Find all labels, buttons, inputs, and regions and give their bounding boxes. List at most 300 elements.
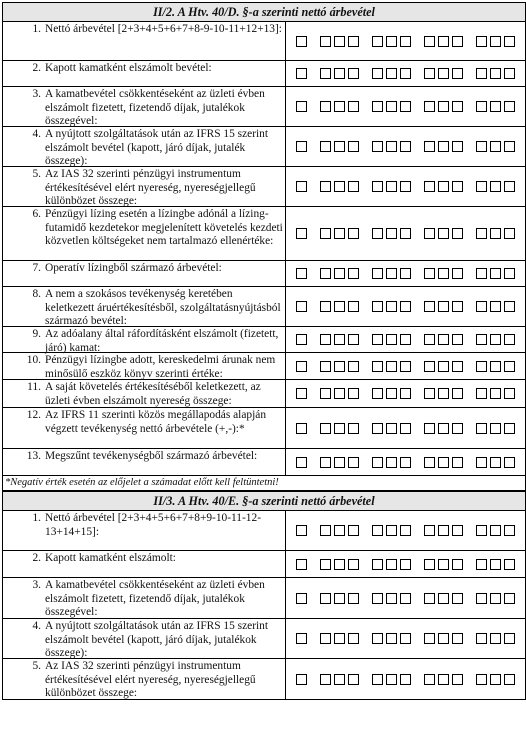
digit-box[interactable] xyxy=(400,301,411,312)
digit-group xyxy=(296,361,307,372)
digit-box[interactable] xyxy=(386,334,397,345)
digit-box[interactable] xyxy=(348,101,359,112)
digit-box[interactable] xyxy=(320,68,331,79)
digit-box[interactable] xyxy=(386,101,397,112)
digit-box[interactable] xyxy=(476,36,487,47)
digit-box[interactable] xyxy=(438,181,449,192)
digit-box[interactable] xyxy=(490,334,501,345)
digit-box[interactable] xyxy=(320,36,331,47)
digit-box[interactable] xyxy=(424,457,435,468)
digit-box[interactable] xyxy=(348,525,359,536)
digit-box[interactable] xyxy=(320,334,331,345)
digit-box[interactable] xyxy=(372,101,383,112)
digit-box[interactable] xyxy=(490,361,501,372)
digit-group xyxy=(296,388,307,399)
digit-box[interactable] xyxy=(476,181,487,192)
digit-box[interactable] xyxy=(348,301,359,312)
amount-field[interactable] xyxy=(286,619,525,658)
amount-field[interactable] xyxy=(286,127,525,166)
digit-box[interactable] xyxy=(452,593,463,604)
digit-box[interactable] xyxy=(504,268,515,279)
digit-group xyxy=(372,101,411,112)
digit-box[interactable] xyxy=(438,36,449,47)
digit-group xyxy=(320,525,359,536)
digit-group xyxy=(424,674,463,685)
digit-box[interactable] xyxy=(424,633,435,644)
row-description xyxy=(3,408,286,448)
digit-box[interactable] xyxy=(320,457,331,468)
digit-group xyxy=(476,181,515,192)
digit-box[interactable] xyxy=(504,141,515,152)
digit-group xyxy=(320,423,359,434)
digit-box[interactable] xyxy=(504,633,515,644)
digit-box[interactable] xyxy=(386,68,397,79)
digit-box[interactable] xyxy=(504,457,515,468)
digit-box[interactable] xyxy=(424,301,435,312)
digit-box[interactable] xyxy=(504,674,515,685)
digit-box[interactable] xyxy=(372,674,383,685)
row-label: Nettó árbevétel [2+3+4+5+6+7+8-9-10-11+12+13]: xyxy=(45,23,282,35)
digit-box[interactable] xyxy=(452,36,463,47)
digit-box[interactable] xyxy=(334,593,345,604)
digit-box[interactable] xyxy=(320,525,331,536)
digit-box[interactable] xyxy=(348,228,359,239)
digit-box[interactable] xyxy=(386,525,397,536)
digit-box[interactable] xyxy=(348,334,359,345)
digit-box[interactable] xyxy=(490,268,501,279)
digit-box[interactable] xyxy=(476,301,487,312)
digit-box[interactable] xyxy=(476,593,487,604)
digit-box[interactable] xyxy=(334,181,345,192)
digit-group xyxy=(424,301,463,312)
digit-box[interactable] xyxy=(320,228,331,239)
digit-box[interactable] xyxy=(400,361,411,372)
digit-box[interactable] xyxy=(320,301,331,312)
digit-box[interactable] xyxy=(452,334,463,345)
digit-box[interactable] xyxy=(504,36,515,47)
digit-box[interactable] xyxy=(504,593,515,604)
digit-box[interactable] xyxy=(504,361,515,372)
digit-box[interactable] xyxy=(348,361,359,372)
digit-box[interactable] xyxy=(372,181,383,192)
digit-box[interactable] xyxy=(372,36,383,47)
row-number: 4. xyxy=(32,620,41,632)
digit-box[interactable] xyxy=(504,388,515,399)
digit-box[interactable] xyxy=(400,525,411,536)
digit-box[interactable] xyxy=(334,141,345,152)
digit-group xyxy=(424,141,463,152)
amount-field[interactable] xyxy=(286,167,525,206)
digit-box[interactable] xyxy=(490,181,501,192)
row-description xyxy=(3,578,286,618)
digit-box[interactable] xyxy=(424,181,435,192)
row-description xyxy=(3,167,286,206)
digit-box[interactable] xyxy=(424,593,435,604)
digit-group xyxy=(424,101,463,112)
digit-group xyxy=(296,141,307,152)
digit-box[interactable] xyxy=(372,559,383,570)
digit-box[interactable] xyxy=(490,633,501,644)
digit-group xyxy=(320,301,359,312)
digit-box[interactable] xyxy=(372,423,383,434)
digit-box[interactable] xyxy=(452,68,463,79)
digit-box[interactable] xyxy=(504,301,515,312)
digit-box[interactable] xyxy=(386,674,397,685)
amount-field[interactable] xyxy=(286,578,525,618)
amount-field[interactable] xyxy=(286,449,525,475)
digit-box[interactable] xyxy=(320,268,331,279)
digit-box[interactable] xyxy=(400,674,411,685)
digit-box[interactable] xyxy=(386,141,397,152)
digit-box[interactable] xyxy=(334,228,345,239)
digit-box[interactable] xyxy=(296,36,307,47)
digit-box[interactable] xyxy=(452,388,463,399)
digit-box[interactable] xyxy=(296,268,307,279)
digit-box[interactable] xyxy=(504,559,515,570)
digit-box[interactable] xyxy=(296,525,307,536)
digit-box[interactable] xyxy=(400,141,411,152)
digit-group xyxy=(320,361,359,372)
digit-box[interactable] xyxy=(400,68,411,79)
digit-box[interactable] xyxy=(334,423,345,434)
digit-box[interactable] xyxy=(348,457,359,468)
digit-box[interactable] xyxy=(334,633,345,644)
digit-box[interactable] xyxy=(424,423,435,434)
digit-box[interactable] xyxy=(490,36,501,47)
digit-box[interactable] xyxy=(296,457,307,468)
row-number: 13. xyxy=(26,450,41,462)
amount-field[interactable] xyxy=(286,511,525,550)
digit-box[interactable] xyxy=(400,228,411,239)
digit-box[interactable] xyxy=(386,388,397,399)
digit-box[interactable] xyxy=(348,141,359,152)
digit-box[interactable] xyxy=(296,593,307,604)
digit-box[interactable] xyxy=(296,674,307,685)
digit-box[interactable] xyxy=(490,301,501,312)
digit-group xyxy=(476,361,515,372)
amount-field[interactable] xyxy=(286,61,525,86)
digit-box[interactable] xyxy=(334,525,345,536)
digit-box[interactable] xyxy=(504,525,515,536)
digit-box[interactable] xyxy=(320,593,331,604)
digit-box[interactable] xyxy=(424,525,435,536)
digit-box[interactable] xyxy=(504,68,515,79)
digit-box[interactable] xyxy=(504,423,515,434)
digit-box[interactable] xyxy=(334,36,345,47)
digit-box[interactable] xyxy=(372,68,383,79)
digit-box[interactable] xyxy=(372,361,383,372)
digit-box[interactable] xyxy=(452,559,463,570)
digit-box[interactable] xyxy=(400,457,411,468)
digit-box[interactable] xyxy=(400,334,411,345)
digit-box[interactable] xyxy=(490,674,501,685)
digit-group xyxy=(320,674,359,685)
digit-box[interactable] xyxy=(452,361,463,372)
digit-box[interactable] xyxy=(438,268,449,279)
digit-box[interactable] xyxy=(476,268,487,279)
digit-box[interactable] xyxy=(400,559,411,570)
digit-box[interactable] xyxy=(490,593,501,604)
digit-box[interactable] xyxy=(296,301,307,312)
digit-box[interactable] xyxy=(296,388,307,399)
row-label: A kamatbevétel csökkentéseként az üzleti évben elszámolt fizetett, fizetendő díjak, jutalékok összegével: xyxy=(45,579,265,619)
digit-group xyxy=(372,141,411,152)
form-row xyxy=(3,127,525,167)
digit-box[interactable] xyxy=(296,68,307,79)
digit-box[interactable] xyxy=(348,181,359,192)
digit-box[interactable] xyxy=(452,228,463,239)
digit-box[interactable] xyxy=(490,228,501,239)
digit-box[interactable] xyxy=(438,388,449,399)
digit-box[interactable] xyxy=(296,141,307,152)
digit-box[interactable] xyxy=(400,181,411,192)
digit-box[interactable] xyxy=(348,633,359,644)
digit-box[interactable] xyxy=(452,457,463,468)
digit-group xyxy=(424,68,463,79)
digit-box[interactable] xyxy=(386,181,397,192)
digit-box[interactable] xyxy=(320,633,331,644)
digit-box[interactable] xyxy=(372,268,383,279)
digit-box[interactable] xyxy=(386,559,397,570)
digit-box[interactable] xyxy=(386,633,397,644)
digit-box[interactable] xyxy=(320,141,331,152)
digit-box[interactable] xyxy=(320,559,331,570)
digit-group xyxy=(424,268,463,279)
row-label: Pénzügyi lízingbe adott, kereskedelmi árunak nem minősülő eszköz könyv szerinti értéke: xyxy=(45,354,276,380)
digit-box[interactable] xyxy=(372,301,383,312)
digit-box[interactable] xyxy=(490,457,501,468)
amount-field[interactable] xyxy=(286,380,525,407)
digit-box[interactable] xyxy=(372,457,383,468)
digit-box[interactable] xyxy=(348,36,359,47)
digit-box[interactable] xyxy=(438,559,449,570)
amount-field[interactable] xyxy=(286,408,525,448)
amount-field[interactable] xyxy=(286,551,525,577)
digit-box[interactable] xyxy=(296,361,307,372)
digit-box[interactable] xyxy=(452,181,463,192)
digit-box[interactable] xyxy=(504,334,515,345)
digit-box[interactable] xyxy=(438,633,449,644)
digit-box[interactable] xyxy=(438,101,449,112)
row-number: 1. xyxy=(32,512,41,524)
digit-box[interactable] xyxy=(476,334,487,345)
digit-box[interactable] xyxy=(386,423,397,434)
digit-box[interactable] xyxy=(296,101,307,112)
digit-box[interactable] xyxy=(438,361,449,372)
digit-box[interactable] xyxy=(372,141,383,152)
digit-box[interactable] xyxy=(452,141,463,152)
digit-box[interactable] xyxy=(386,457,397,468)
digit-box[interactable] xyxy=(424,36,435,47)
digit-box[interactable] xyxy=(476,388,487,399)
digit-box[interactable] xyxy=(296,181,307,192)
digit-box[interactable] xyxy=(438,334,449,345)
digit-box[interactable] xyxy=(424,388,435,399)
digit-box[interactable] xyxy=(452,101,463,112)
digit-box[interactable] xyxy=(296,633,307,644)
digit-box[interactable] xyxy=(334,674,345,685)
digit-box[interactable] xyxy=(386,36,397,47)
digit-box[interactable] xyxy=(452,674,463,685)
digit-box[interactable] xyxy=(504,228,515,239)
digit-box[interactable] xyxy=(438,457,449,468)
digit-box[interactable] xyxy=(348,559,359,570)
digit-group xyxy=(320,228,359,239)
digit-box[interactable] xyxy=(490,388,501,399)
digit-box[interactable] xyxy=(452,301,463,312)
digit-box[interactable] xyxy=(476,228,487,239)
digit-box[interactable] xyxy=(476,141,487,152)
digit-box[interactable] xyxy=(320,423,331,434)
digit-box[interactable] xyxy=(372,334,383,345)
digit-box[interactable] xyxy=(424,334,435,345)
digit-box[interactable] xyxy=(348,593,359,604)
digit-box[interactable] xyxy=(424,141,435,152)
digit-box[interactable] xyxy=(386,361,397,372)
digit-box[interactable] xyxy=(476,457,487,468)
digit-box[interactable] xyxy=(334,361,345,372)
digit-box[interactable] xyxy=(424,228,435,239)
digit-box[interactable] xyxy=(438,593,449,604)
amount-field[interactable] xyxy=(286,22,525,60)
amount-field[interactable] xyxy=(286,287,525,326)
digit-box[interactable] xyxy=(452,268,463,279)
digit-box[interactable] xyxy=(372,525,383,536)
digit-box[interactable] xyxy=(424,674,435,685)
digit-box[interactable] xyxy=(400,268,411,279)
row-description xyxy=(3,207,286,260)
row-description xyxy=(3,261,286,286)
digit-box[interactable] xyxy=(400,388,411,399)
digit-box[interactable] xyxy=(320,388,331,399)
digit-group xyxy=(476,268,515,279)
digit-box[interactable] xyxy=(490,525,501,536)
digit-box[interactable] xyxy=(504,181,515,192)
digit-box[interactable] xyxy=(400,593,411,604)
digit-box[interactable] xyxy=(490,68,501,79)
digit-box[interactable] xyxy=(476,525,487,536)
digit-box[interactable] xyxy=(476,101,487,112)
form-row xyxy=(3,511,525,551)
digit-box[interactable] xyxy=(438,674,449,685)
digit-box[interactable] xyxy=(438,228,449,239)
digit-box[interactable] xyxy=(438,423,449,434)
digit-box[interactable] xyxy=(348,674,359,685)
digit-group xyxy=(320,633,359,644)
digit-box[interactable] xyxy=(476,68,487,79)
form-row xyxy=(3,380,525,408)
digit-box[interactable] xyxy=(296,334,307,345)
digit-group xyxy=(372,361,411,372)
digit-box[interactable] xyxy=(490,101,501,112)
digit-box[interactable] xyxy=(400,423,411,434)
digit-box[interactable] xyxy=(320,101,331,112)
row-label: A saját követelés értékesítéséből keletkezett, az üzleti évben elszámolt nyereség összege: xyxy=(45,381,261,407)
digit-box[interactable] xyxy=(334,457,345,468)
digit-box[interactable] xyxy=(424,101,435,112)
digit-box[interactable] xyxy=(386,268,397,279)
digit-box[interactable] xyxy=(348,268,359,279)
amount-field[interactable] xyxy=(286,207,525,260)
digit-box[interactable] xyxy=(476,674,487,685)
digit-box[interactable] xyxy=(334,268,345,279)
digit-box[interactable] xyxy=(490,423,501,434)
digit-group xyxy=(372,268,411,279)
digit-box[interactable] xyxy=(504,101,515,112)
digit-box[interactable] xyxy=(348,388,359,399)
digit-box[interactable] xyxy=(424,361,435,372)
digit-box[interactable] xyxy=(438,301,449,312)
digit-box[interactable] xyxy=(386,301,397,312)
digit-box[interactable] xyxy=(334,559,345,570)
digit-box[interactable] xyxy=(296,423,307,434)
digit-group xyxy=(296,423,307,434)
digit-box[interactable] xyxy=(372,388,383,399)
digit-box[interactable] xyxy=(424,68,435,79)
digit-box[interactable] xyxy=(438,141,449,152)
digit-box[interactable] xyxy=(490,559,501,570)
digit-box[interactable] xyxy=(334,388,345,399)
digit-group xyxy=(476,228,515,239)
digit-box[interactable] xyxy=(334,334,345,345)
digit-box[interactable] xyxy=(452,525,463,536)
digit-box[interactable] xyxy=(372,228,383,239)
amount-field[interactable] xyxy=(286,659,525,699)
digit-group xyxy=(320,388,359,399)
digit-box[interactable] xyxy=(476,633,487,644)
digit-box[interactable] xyxy=(320,674,331,685)
row-label: A kamatbevétel csökkentéseként az üzleti évben elszámolt fizetett, fizetendő díjak, jutalékok összegével: xyxy=(45,88,265,128)
digit-box[interactable] xyxy=(400,633,411,644)
digit-box[interactable] xyxy=(400,101,411,112)
digit-box[interactable] xyxy=(348,68,359,79)
digit-box[interactable] xyxy=(334,68,345,79)
amount-field[interactable] xyxy=(286,261,525,286)
row-description xyxy=(3,551,286,577)
digit-box[interactable] xyxy=(476,361,487,372)
digit-box[interactable] xyxy=(476,559,487,570)
digit-box[interactable] xyxy=(296,559,307,570)
digit-box[interactable] xyxy=(476,423,487,434)
digit-group xyxy=(296,101,307,112)
digit-box[interactable] xyxy=(386,593,397,604)
digit-box[interactable] xyxy=(320,181,331,192)
amount-field[interactable] xyxy=(286,327,525,352)
digit-box[interactable] xyxy=(452,633,463,644)
row-number: 2. xyxy=(32,552,41,564)
digit-box[interactable] xyxy=(348,423,359,434)
amount-field[interactable] xyxy=(286,353,525,379)
digit-box[interactable] xyxy=(452,423,463,434)
row-label: Kapott kamatként elszámolt bevétel: xyxy=(45,62,212,74)
digit-box[interactable] xyxy=(424,559,435,570)
digit-box[interactable] xyxy=(372,593,383,604)
digit-group xyxy=(372,301,411,312)
digit-box[interactable] xyxy=(424,268,435,279)
digit-box[interactable] xyxy=(438,68,449,79)
digit-box[interactable] xyxy=(296,228,307,239)
digit-box[interactable] xyxy=(386,228,397,239)
digit-box[interactable] xyxy=(334,301,345,312)
digit-box[interactable] xyxy=(334,101,345,112)
digit-box[interactable] xyxy=(438,525,449,536)
digit-box[interactable] xyxy=(372,633,383,644)
digit-box[interactable] xyxy=(320,361,331,372)
digit-box[interactable] xyxy=(490,141,501,152)
digit-group xyxy=(320,457,359,468)
amount-field[interactable] xyxy=(286,87,525,126)
digit-box[interactable] xyxy=(400,36,411,47)
